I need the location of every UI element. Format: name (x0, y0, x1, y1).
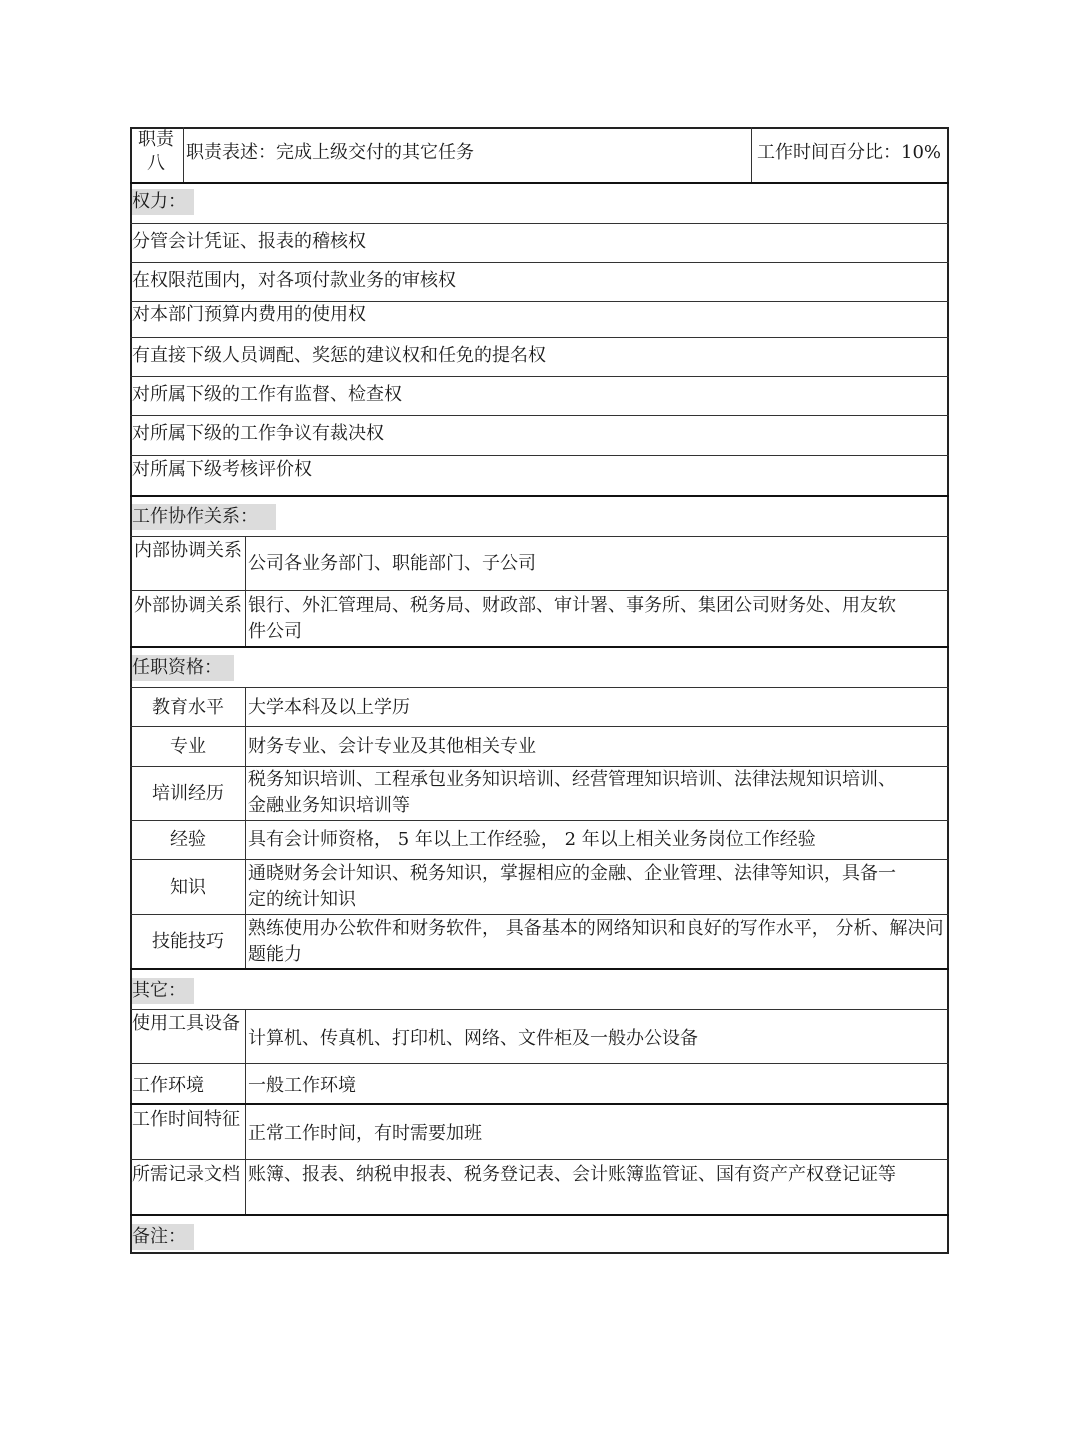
internal-coordination-value: 公司各业务部门、职能部门、子公司 (248, 553, 536, 574)
authority-item: 对所属下级的工作有监督、检查权 (132, 384, 402, 405)
environment-label: 工作环境 (132, 1075, 204, 1096)
authority-title: 权力： (132, 191, 186, 212)
divider (130, 1214, 949, 1216)
divider (130, 223, 949, 224)
skills-label: 技能技巧 (152, 931, 224, 952)
divider (130, 182, 949, 184)
authority-item: 分管会计凭证、报表的稽核权 (132, 231, 366, 252)
divider (130, 968, 949, 970)
label-column-divider (245, 536, 246, 646)
divider (130, 1009, 949, 1010)
divider (130, 1063, 949, 1064)
experience-label: 经验 (170, 829, 206, 850)
header-divider (751, 127, 752, 183)
training-label: 培训经历 (152, 783, 224, 804)
education-value: 大学本科及以上学历 (248, 697, 410, 718)
authority-item: 有直接下级人员调配、奖惩的建议权和任免的提名权 (132, 345, 546, 366)
divider (130, 726, 949, 727)
authority-item: 在权限范围内，对各项付款业务的审核权 (132, 270, 456, 291)
environment-value: 一般工作环境 (248, 1075, 356, 1096)
divider (130, 1103, 949, 1105)
knowledge-label: 知识 (170, 877, 206, 898)
divider (130, 1159, 949, 1160)
divider (130, 495, 949, 497)
records-value: 账簿、报表、纳税申报表、税务登记表、会计账簿监管证、国有资产产权登记证等 (248, 1164, 896, 1185)
divider (130, 914, 949, 915)
tools-value: 计算机、传真机、打印机、网络、文件柜及一般办公设备 (248, 1028, 698, 1049)
time-percentage: 工作时间百分比：10% (757, 142, 942, 163)
divider (130, 376, 949, 377)
divider (130, 262, 949, 263)
authority-item: 对所属下级考核评价权 (132, 459, 312, 480)
label-column-divider (245, 687, 246, 968)
qualification-title: 任职资格： (132, 657, 222, 678)
header-divider (183, 127, 184, 183)
divider (130, 536, 949, 537)
cooperation-title: 工作协作关系： (132, 506, 258, 527)
major-label: 专业 (170, 736, 206, 757)
education-label: 教育水平 (152, 697, 224, 718)
divider (130, 859, 949, 860)
remarks-title: 备注： (132, 1226, 186, 1247)
experience-value: 具有会计师资格， 5 年以上工作经验， 2 年以上相关业务岗位工作经验 (248, 829, 816, 850)
divider (130, 687, 949, 688)
label-column-divider (245, 1009, 246, 1214)
internal-coordination-label: 内部协调关系 (134, 540, 242, 561)
skills-value: 熟练使用办公软件和财务软件， 具备基本的网络知识和良好的写作水平， 分析、解决问题能力 (248, 918, 944, 965)
authority-item: 对本部门预算内费用的使用权 (132, 304, 366, 325)
divider (130, 590, 949, 591)
work-time-value: 正常工作时间，有时需要加班 (248, 1123, 482, 1144)
knowledge-value: 通晓财务会计知识、税务知识，掌握相应的金融、企业管理、法律等知识，具备一定的统计知识 (248, 863, 896, 910)
work-time-label: 工作时间特征 (132, 1109, 240, 1130)
duty-description: 职责表述：完成上级交付的其它任务 (186, 142, 474, 163)
divider (130, 646, 949, 648)
other-title: 其它： (132, 980, 186, 1001)
divider (130, 415, 949, 416)
external-coordination-label: 外部协调关系 (134, 595, 242, 616)
external-coordination-value: 银行、外汇管理局、税务局、财政部、审计署、事务所、集团公司财务处、用友软件公司 (248, 595, 896, 642)
divider (130, 337, 949, 338)
duty-number-label: 职责八 (138, 129, 174, 174)
divider (130, 455, 949, 456)
tools-label: 使用工具设备 (132, 1013, 240, 1034)
records-label: 所需记录文档 (132, 1164, 240, 1185)
training-value: 税务知识培训、工程承包业务知识培训、经营管理知识培训、法律法规知识培训、金融业务知识培训等 (248, 769, 896, 816)
major-value: 财务专业、会计专业及其他相关专业 (248, 736, 536, 757)
authority-item: 对所属下级的工作争议有裁决权 (132, 423, 384, 444)
divider (130, 820, 949, 821)
